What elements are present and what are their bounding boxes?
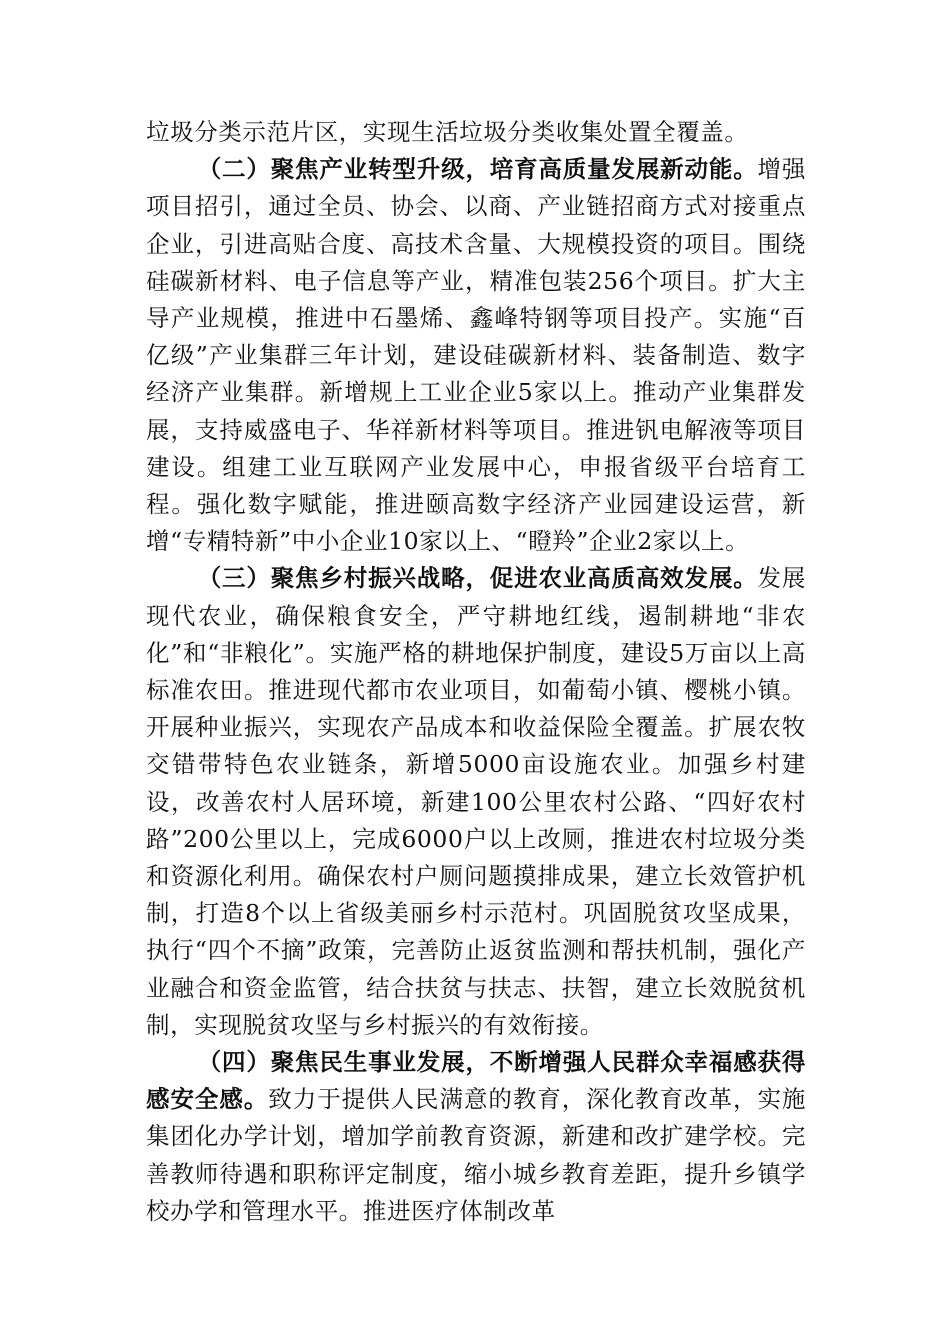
section-four-paragraph: [146, 1044, 806, 1230]
section-three-paragraph: [146, 560, 806, 1044]
section-two-paragraph: [146, 151, 806, 560]
paragraph-body: 垃圾分类示范片区，实现生活垃圾分类收集处置全覆盖。: [146, 118, 749, 146]
section-heading: （四）聚焦民生事业发展，不断增强人民群众幸福感获得感安全感。: [146, 1048, 806, 1114]
paragraph-body: 致力于提供人民满意的教育，深化教育改革，实施集团化办学计划，增加学前教育资源，新建和改扩建学校。完善教师待遇和职称评定制度，缩小城乡教育差距，提升乡镇学校办学和管理水平。推进医疗体制改革: [146, 1085, 807, 1225]
section-heading: （三）聚焦乡村振兴战略，促进农业高质高效发展。: [197, 564, 758, 593]
paragraph-body: 增强项目招引，通过全员、协会、以商、产业链招商方式对接重点企业，引进高贴合度、高技术含量、大规模投资的项目。围绕硅碳新材料、电子信息等产业，精准包装256个项目。扩大主导产业规模，推进中石墨烯、鑫峰特钢等项目投产。实施“百亿级”产业集群三年计划，建设硅碳新材料、装备制造、数字经济产业集群。新增规上工业企业5家以上。推动产业集群发展，支持威盛电子、华祥新材料等项目。推进钒电解液等项目建设。组建工业互联网产业发展中心，申报省级平台培育工程。强化数字赋能，推进颐高数字经济产业园建设运营，新增“专精特新”中小企业10家以上、“瞪羚”企业2家以上。: [146, 155, 806, 556]
section-heading: （二）聚焦产业转型升级，培育高质量发展新动能。: [197, 155, 758, 184]
paragraph-continuation: [146, 114, 806, 151]
paragraph-body: 发展现代农业，确保粮食安全，严守耕地红线，遏制耕地“非农化”和“非粮化”。实施严格的耕地保护制度，建设5万亩以上高标准农田。推进现代都市农业项目，如葡萄小镇、樱桃小镇。开展种业振兴，实现农产品成本和收益保险全覆盖。扩展农牧交错带特色农业链条，新增5000亩设施农业。加强乡村建设，改善农村人居环境，新建100公里农村公路、“四好农村路”200公里以上，完成6000户以上改厕，推进农村垃圾分类和资源化利用。确保农村户厕问题摸排成果，建立长效管护机制，打造8个以上省级美丽乡村示范村。巩固脱贫攻坚成果，执行“四个不摘”政策，完善防止返贫监测和帮扶机制，强化产业融合和资金监管，结合扶贫与扶志、扶智，建立长效脱贫机制，实现脱贫攻坚与乡村振兴的有效衔接。: [146, 564, 806, 1039]
document-page: [146, 114, 806, 1230]
